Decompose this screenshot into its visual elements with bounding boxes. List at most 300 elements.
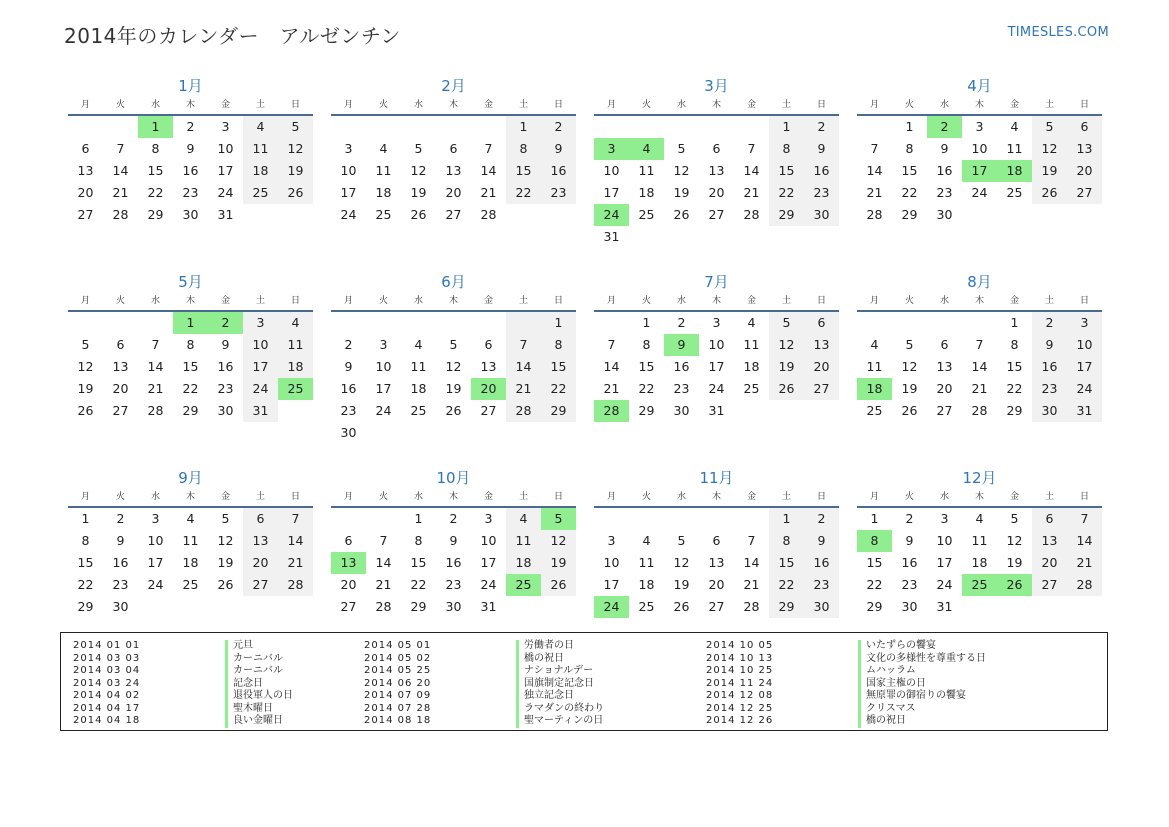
day-cell[interactable]: 12: [278, 138, 313, 160]
day-cell[interactable]: 17: [603, 185, 620, 200]
day-cell[interactable]: 25: [866, 403, 883, 418]
day-cell[interactable]: 23: [112, 577, 129, 592]
day-cell[interactable]: 15: [769, 160, 804, 182]
day-cell[interactable]: 20: [1032, 552, 1067, 574]
day-cell[interactable]: 27: [1032, 574, 1067, 596]
day-cell[interactable]: 16: [804, 160, 839, 182]
day-cell[interactable]: 27: [936, 403, 953, 418]
day-cell[interactable]: 4: [642, 533, 651, 548]
day-cell[interactable]: 25: [638, 207, 655, 222]
day-cell[interactable]: 31: [480, 599, 497, 614]
day-cell[interactable]: 11: [638, 163, 655, 178]
day-cell[interactable]: 16: [673, 359, 690, 374]
day-cell[interactable]: 13: [480, 359, 497, 374]
day-cell[interactable]: 23: [217, 381, 234, 396]
day-cell[interactable]: 29: [769, 204, 804, 226]
day-cell[interactable]: 17: [217, 163, 234, 178]
day-cell[interactable]: 5: [769, 312, 804, 334]
day-cell[interactable]: 19: [673, 185, 690, 200]
day-cell[interactable]: 28: [147, 403, 164, 418]
holiday-day-cell[interactable]: 8: [857, 530, 892, 552]
day-cell[interactable]: 5: [414, 141, 423, 156]
day-cell[interactable]: 27: [1067, 182, 1102, 204]
day-cell[interactable]: 16: [445, 555, 462, 570]
day-cell[interactable]: 7: [151, 337, 160, 352]
holiday-day-cell[interactable]: 24: [594, 204, 629, 226]
day-cell[interactable]: 19: [77, 381, 94, 396]
day-cell[interactable]: 28: [1067, 574, 1102, 596]
day-cell[interactable]: 25: [638, 599, 655, 614]
day-cell[interactable]: 11: [971, 533, 988, 548]
day-cell[interactable]: 21: [603, 381, 620, 396]
day-cell[interactable]: 29: [1006, 403, 1023, 418]
day-cell[interactable]: 9: [905, 533, 914, 548]
holiday-day-cell[interactable]: 2: [208, 312, 243, 334]
day-cell[interactable]: 12: [769, 334, 804, 356]
holiday-day-cell[interactable]: 17: [962, 160, 997, 182]
day-cell[interactable]: 24: [708, 381, 725, 396]
day-cell[interactable]: 11: [506, 530, 541, 552]
day-cell[interactable]: 6: [243, 508, 278, 530]
day-cell[interactable]: 10: [1067, 334, 1102, 356]
day-cell[interactable]: 19: [769, 356, 804, 378]
day-cell[interactable]: 21: [112, 185, 129, 200]
day-cell[interactable]: 29: [769, 596, 804, 618]
day-cell[interactable]: 22: [1006, 381, 1023, 396]
day-cell[interactable]: 12: [445, 359, 462, 374]
day-cell[interactable]: 4: [186, 511, 195, 526]
day-cell[interactable]: 20: [243, 552, 278, 574]
day-cell[interactable]: 26: [769, 378, 804, 400]
day-cell[interactable]: 2: [541, 116, 576, 138]
day-cell[interactable]: 11: [1006, 141, 1023, 156]
holiday-day-cell[interactable]: 13: [331, 552, 366, 574]
day-cell[interactable]: 6: [81, 141, 90, 156]
day-cell[interactable]: 2: [344, 337, 353, 352]
day-cell[interactable]: 24: [936, 577, 953, 592]
day-cell[interactable]: 27: [243, 574, 278, 596]
day-cell[interactable]: 3: [940, 511, 949, 526]
day-cell[interactable]: 25: [182, 577, 199, 592]
holiday-day-cell[interactable]: 25: [278, 378, 313, 400]
day-cell[interactable]: 2: [116, 511, 125, 526]
day-cell[interactable]: 29: [541, 400, 576, 422]
day-cell[interactable]: 22: [506, 182, 541, 204]
holiday-day-cell[interactable]: 24: [594, 596, 629, 618]
day-cell[interactable]: 17: [480, 555, 497, 570]
day-cell[interactable]: 23: [340, 403, 357, 418]
day-cell[interactable]: 19: [278, 160, 313, 182]
day-cell[interactable]: 16: [804, 552, 839, 574]
day-cell[interactable]: 9: [1032, 334, 1067, 356]
day-cell[interactable]: 28: [743, 207, 760, 222]
day-cell[interactable]: 21: [1067, 552, 1102, 574]
day-cell[interactable]: 27: [445, 207, 462, 222]
day-cell[interactable]: 17: [375, 381, 392, 396]
day-cell[interactable]: 9: [804, 138, 839, 160]
day-cell[interactable]: 31: [603, 229, 620, 244]
day-cell[interactable]: 2: [449, 511, 458, 526]
day-cell[interactable]: 4: [747, 315, 756, 330]
day-cell[interactable]: 20: [445, 185, 462, 200]
day-cell[interactable]: 11: [743, 337, 760, 352]
day-cell[interactable]: 20: [340, 577, 357, 592]
day-cell[interactable]: 28: [743, 599, 760, 614]
day-cell[interactable]: 20: [708, 185, 725, 200]
day-cell[interactable]: 18: [506, 552, 541, 574]
day-cell[interactable]: 30: [445, 599, 462, 614]
day-cell[interactable]: 25: [1006, 185, 1023, 200]
day-cell[interactable]: 3: [484, 511, 493, 526]
day-cell[interactable]: 20: [936, 381, 953, 396]
day-cell[interactable]: 31: [708, 403, 725, 418]
day-cell[interactable]: 5: [1032, 116, 1067, 138]
day-cell[interactable]: 16: [936, 163, 953, 178]
day-cell[interactable]: 3: [344, 141, 353, 156]
day-cell[interactable]: 10: [936, 533, 953, 548]
holiday-day-cell[interactable]: 1: [173, 312, 208, 334]
day-cell[interactable]: 11: [410, 359, 427, 374]
day-cell[interactable]: 12: [901, 359, 918, 374]
day-cell[interactable]: 4: [379, 141, 388, 156]
day-cell[interactable]: 11: [375, 163, 392, 178]
day-cell[interactable]: 12: [410, 163, 427, 178]
day-cell[interactable]: 30: [936, 207, 953, 222]
day-cell[interactable]: 20: [1067, 160, 1102, 182]
day-cell[interactable]: 26: [217, 577, 234, 592]
day-cell[interactable]: 1: [414, 511, 423, 526]
holiday-day-cell[interactable]: 3: [594, 138, 629, 160]
day-cell[interactable]: 5: [221, 511, 230, 526]
day-cell[interactable]: 3: [1067, 312, 1102, 334]
day-cell[interactable]: 13: [804, 334, 839, 356]
day-cell[interactable]: 9: [221, 337, 230, 352]
day-cell[interactable]: 23: [804, 182, 839, 204]
day-cell[interactable]: 24: [147, 577, 164, 592]
day-cell[interactable]: 11: [866, 359, 883, 374]
day-cell[interactable]: 6: [712, 533, 721, 548]
day-cell[interactable]: 22: [77, 577, 94, 592]
day-cell[interactable]: 22: [147, 185, 164, 200]
day-cell[interactable]: 13: [1032, 530, 1067, 552]
holiday-day-cell[interactable]: 25: [506, 574, 541, 596]
day-cell[interactable]: 14: [743, 555, 760, 570]
day-cell[interactable]: 19: [1006, 555, 1023, 570]
day-cell[interactable]: 13: [1067, 138, 1102, 160]
day-cell[interactable]: 27: [112, 403, 129, 418]
day-cell[interactable]: 30: [901, 599, 918, 614]
day-cell[interactable]: 29: [77, 599, 94, 614]
day-cell[interactable]: 21: [375, 577, 392, 592]
day-cell[interactable]: 1: [905, 119, 914, 134]
day-cell[interactable]: 8: [769, 138, 804, 160]
day-cell[interactable]: 13: [243, 530, 278, 552]
day-cell[interactable]: 14: [743, 163, 760, 178]
day-cell[interactable]: 14: [112, 163, 129, 178]
day-cell[interactable]: 5: [278, 116, 313, 138]
holiday-day-cell[interactable]: 18: [857, 378, 892, 400]
day-cell[interactable]: 28: [278, 574, 313, 596]
day-cell[interactable]: 8: [769, 530, 804, 552]
day-cell[interactable]: 6: [449, 141, 458, 156]
day-cell[interactable]: 24: [340, 207, 357, 222]
day-cell[interactable]: 14: [866, 163, 883, 178]
day-cell[interactable]: 22: [866, 577, 883, 592]
site-brand[interactable]: TIMESLES.COM: [1007, 25, 1109, 40]
day-cell[interactable]: 12: [217, 533, 234, 548]
day-cell[interactable]: 15: [410, 555, 427, 570]
day-cell[interactable]: 26: [673, 207, 690, 222]
day-cell[interactable]: 9: [344, 359, 353, 374]
day-cell[interactable]: 15: [541, 356, 576, 378]
day-cell[interactable]: 15: [638, 359, 655, 374]
day-cell[interactable]: 16: [1032, 356, 1067, 378]
day-cell[interactable]: 21: [506, 378, 541, 400]
day-cell[interactable]: 27: [340, 599, 357, 614]
day-cell[interactable]: 4: [278, 312, 313, 334]
day-cell[interactable]: 22: [410, 577, 427, 592]
day-cell[interactable]: 24: [971, 185, 988, 200]
day-cell[interactable]: 3: [975, 119, 984, 134]
day-cell[interactable]: 17: [708, 359, 725, 374]
day-cell[interactable]: 21: [971, 381, 988, 396]
day-cell[interactable]: 8: [1010, 337, 1019, 352]
day-cell[interactable]: 5: [905, 337, 914, 352]
day-cell[interactable]: 4: [506, 508, 541, 530]
day-cell[interactable]: 10: [340, 163, 357, 178]
day-cell[interactable]: 6: [712, 141, 721, 156]
day-cell[interactable]: 14: [971, 359, 988, 374]
day-cell[interactable]: 16: [901, 555, 918, 570]
day-cell[interactable]: 26: [901, 403, 918, 418]
day-cell[interactable]: 26: [673, 599, 690, 614]
day-cell[interactable]: 10: [243, 334, 278, 356]
day-cell[interactable]: 13: [708, 555, 725, 570]
day-cell[interactable]: 3: [607, 533, 616, 548]
day-cell[interactable]: 17: [147, 555, 164, 570]
day-cell[interactable]: 22: [769, 182, 804, 204]
day-cell[interactable]: 15: [901, 163, 918, 178]
day-cell[interactable]: 18: [638, 185, 655, 200]
day-cell[interactable]: 2: [1032, 312, 1067, 334]
day-cell[interactable]: 12: [673, 163, 690, 178]
day-cell[interactable]: 16: [340, 381, 357, 396]
holiday-day-cell[interactable]: 28: [594, 400, 629, 422]
day-cell[interactable]: 17: [603, 577, 620, 592]
day-cell[interactable]: 7: [870, 141, 879, 156]
day-cell[interactable]: 7: [747, 141, 756, 156]
day-cell[interactable]: 28: [375, 599, 392, 614]
day-cell[interactable]: 10: [971, 141, 988, 156]
day-cell[interactable]: 19: [445, 381, 462, 396]
day-cell[interactable]: 14: [480, 163, 497, 178]
day-cell[interactable]: 18: [375, 185, 392, 200]
day-cell[interactable]: 21: [480, 185, 497, 200]
day-cell[interactable]: 7: [484, 141, 493, 156]
day-cell[interactable]: 3: [151, 511, 160, 526]
holiday-day-cell[interactable]: 5: [541, 508, 576, 530]
day-cell[interactable]: 4: [414, 337, 423, 352]
day-cell[interactable]: 8: [541, 334, 576, 356]
day-cell[interactable]: 26: [410, 207, 427, 222]
day-cell[interactable]: 20: [77, 185, 94, 200]
day-cell[interactable]: 30: [1032, 400, 1067, 422]
day-cell[interactable]: 8: [506, 138, 541, 160]
day-cell[interactable]: 8: [905, 141, 914, 156]
day-cell[interactable]: 20: [804, 356, 839, 378]
day-cell[interactable]: 22: [541, 378, 576, 400]
day-cell[interactable]: 19: [410, 185, 427, 200]
day-cell[interactable]: 10: [708, 337, 725, 352]
day-cell[interactable]: 23: [541, 182, 576, 204]
holiday-day-cell[interactable]: 1: [138, 116, 173, 138]
day-cell[interactable]: 15: [1006, 359, 1023, 374]
day-cell[interactable]: 1: [81, 511, 90, 526]
day-cell[interactable]: 14: [375, 555, 392, 570]
day-cell[interactable]: 17: [1067, 356, 1102, 378]
day-cell[interactable]: 12: [673, 555, 690, 570]
day-cell[interactable]: 7: [975, 337, 984, 352]
day-cell[interactable]: 18: [243, 160, 278, 182]
day-cell[interactable]: 4: [975, 511, 984, 526]
holiday-day-cell[interactable]: 26: [997, 574, 1032, 596]
day-cell[interactable]: 26: [1032, 182, 1067, 204]
day-cell[interactable]: 13: [708, 163, 725, 178]
day-cell[interactable]: 16: [217, 359, 234, 374]
day-cell[interactable]: 21: [866, 185, 883, 200]
day-cell[interactable]: 19: [1032, 160, 1067, 182]
day-cell[interactable]: 5: [81, 337, 90, 352]
holiday-day-cell[interactable]: 25: [962, 574, 997, 596]
day-cell[interactable]: 11: [638, 555, 655, 570]
day-cell[interactable]: 22: [769, 574, 804, 596]
day-cell[interactable]: 21: [278, 552, 313, 574]
day-cell[interactable]: 8: [81, 533, 90, 548]
day-cell[interactable]: 5: [677, 141, 686, 156]
day-cell[interactable]: 30: [112, 599, 129, 614]
day-cell[interactable]: 7: [116, 141, 125, 156]
day-cell[interactable]: 31: [217, 207, 234, 222]
day-cell[interactable]: 8: [642, 337, 651, 352]
holiday-day-cell[interactable]: 20: [471, 378, 506, 400]
day-cell[interactable]: 27: [804, 378, 839, 400]
day-cell[interactable]: 21: [147, 381, 164, 396]
holiday-day-cell[interactable]: 2: [927, 116, 962, 138]
day-cell[interactable]: 31: [243, 400, 278, 422]
day-cell[interactable]: 18: [410, 381, 427, 396]
day-cell[interactable]: 10: [375, 359, 392, 374]
day-cell[interactable]: 23: [673, 381, 690, 396]
day-cell[interactable]: 17: [340, 185, 357, 200]
day-cell[interactable]: 29: [901, 207, 918, 222]
day-cell[interactable]: 10: [217, 141, 234, 156]
day-cell[interactable]: 25: [410, 403, 427, 418]
day-cell[interactable]: 30: [182, 207, 199, 222]
day-cell[interactable]: 21: [743, 577, 760, 592]
day-cell[interactable]: 6: [940, 337, 949, 352]
day-cell[interactable]: 3: [712, 315, 721, 330]
day-cell[interactable]: 21: [743, 185, 760, 200]
day-cell[interactable]: 4: [1010, 119, 1019, 134]
day-cell[interactable]: 3: [243, 312, 278, 334]
day-cell[interactable]: 7: [506, 334, 541, 356]
day-cell[interactable]: 1: [541, 312, 576, 334]
day-cell[interactable]: 14: [506, 356, 541, 378]
day-cell[interactable]: 2: [804, 116, 839, 138]
day-cell[interactable]: 6: [1032, 508, 1067, 530]
holiday-day-cell[interactable]: 9: [664, 334, 699, 356]
day-cell[interactable]: 23: [1032, 378, 1067, 400]
day-cell[interactable]: 7: [747, 533, 756, 548]
day-cell[interactable]: 2: [186, 119, 195, 134]
day-cell[interactable]: 12: [1032, 138, 1067, 160]
day-cell[interactable]: 4: [870, 337, 879, 352]
day-cell[interactable]: 6: [484, 337, 493, 352]
day-cell[interactable]: 23: [901, 577, 918, 592]
day-cell[interactable]: 8: [186, 337, 195, 352]
day-cell[interactable]: 5: [1010, 511, 1019, 526]
day-cell[interactable]: 28: [971, 403, 988, 418]
holiday-day-cell[interactable]: 4: [629, 138, 664, 160]
day-cell[interactable]: 1: [1010, 315, 1019, 330]
day-cell[interactable]: 9: [449, 533, 458, 548]
day-cell[interactable]: 1: [506, 116, 541, 138]
day-cell[interactable]: 6: [1067, 116, 1102, 138]
day-cell[interactable]: 3: [221, 119, 230, 134]
day-cell[interactable]: 27: [708, 599, 725, 614]
day-cell[interactable]: 28: [112, 207, 129, 222]
day-cell[interactable]: 23: [445, 577, 462, 592]
day-cell[interactable]: 17: [243, 356, 278, 378]
day-cell[interactable]: 1: [769, 508, 804, 530]
day-cell[interactable]: 15: [77, 555, 94, 570]
day-cell[interactable]: 24: [375, 403, 392, 418]
day-cell[interactable]: 28: [506, 400, 541, 422]
day-cell[interactable]: 12: [1006, 533, 1023, 548]
day-cell[interactable]: 18: [182, 555, 199, 570]
day-cell[interactable]: 7: [1067, 508, 1102, 530]
day-cell[interactable]: 26: [445, 403, 462, 418]
day-cell[interactable]: 27: [480, 403, 497, 418]
day-cell[interactable]: 10: [603, 163, 620, 178]
day-cell[interactable]: 29: [147, 207, 164, 222]
day-cell[interactable]: 10: [603, 555, 620, 570]
day-cell[interactable]: 31: [1067, 400, 1102, 422]
day-cell[interactable]: 5: [449, 337, 458, 352]
holiday-day-cell[interactable]: 18: [997, 160, 1032, 182]
day-cell[interactable]: 6: [344, 533, 353, 548]
day-cell[interactable]: 5: [677, 533, 686, 548]
day-cell[interactable]: 23: [182, 185, 199, 200]
day-cell[interactable]: 28: [866, 207, 883, 222]
day-cell[interactable]: 9: [186, 141, 195, 156]
day-cell[interactable]: 10: [480, 533, 497, 548]
day-cell[interactable]: 11: [278, 334, 313, 356]
day-cell[interactable]: 29: [410, 599, 427, 614]
day-cell[interactable]: 9: [116, 533, 125, 548]
day-cell[interactable]: 8: [414, 533, 423, 548]
day-cell[interactable]: 2: [677, 315, 686, 330]
day-cell[interactable]: 24: [1067, 378, 1102, 400]
day-cell[interactable]: 12: [541, 530, 576, 552]
day-cell[interactable]: 19: [673, 577, 690, 592]
day-cell[interactable]: 13: [445, 163, 462, 178]
day-cell[interactable]: 14: [1067, 530, 1102, 552]
day-cell[interactable]: 1: [870, 511, 879, 526]
day-cell[interactable]: 16: [541, 160, 576, 182]
day-cell[interactable]: 17: [936, 555, 953, 570]
day-cell[interactable]: 27: [708, 207, 725, 222]
